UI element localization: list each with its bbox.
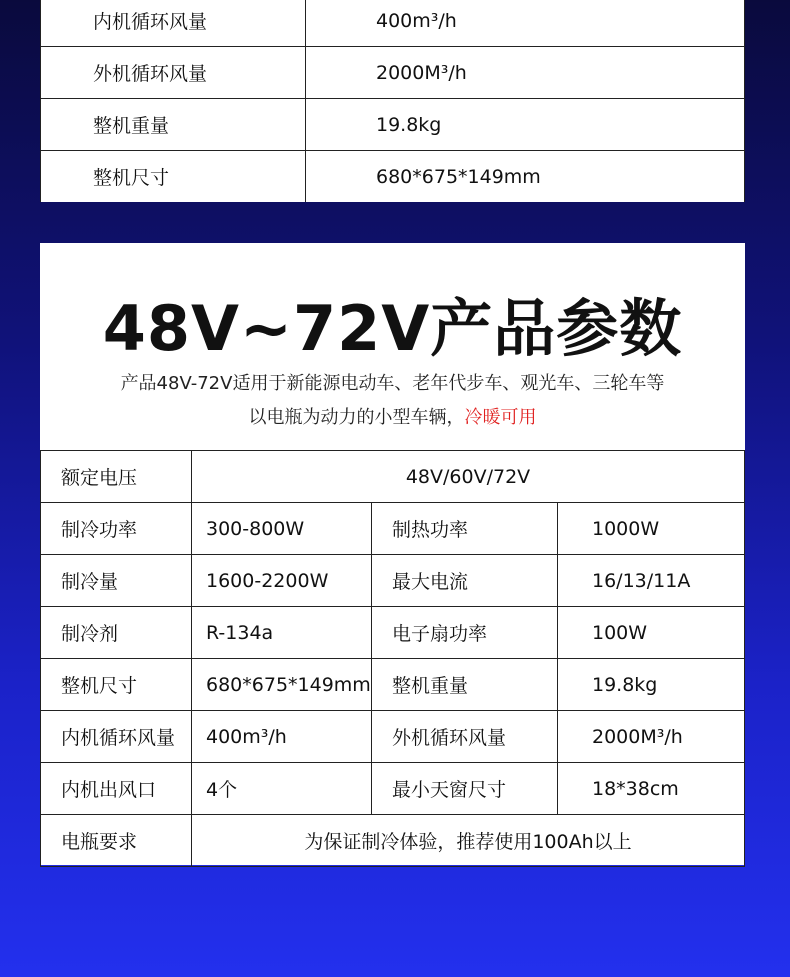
top-spec-card	[40, 0, 745, 202]
description-line-1: 产品48V-72V适用于新能源电动车、老年代步车、观光车、三轮车等	[120, 373, 665, 394]
table-row	[41, 0, 745, 47]
spec-label: 外机循环风量	[372, 711, 558, 763]
spec-value: 为保证制冷体验，推荐使用100Ah以上	[192, 815, 745, 867]
spec-value: 2000M³/h	[558, 711, 745, 763]
highlight-text: 冷暖可用	[464, 407, 537, 428]
spec-label: 最小天窗尺寸	[372, 763, 558, 815]
spec-value: 680*675*149mm	[306, 151, 745, 203]
spec-label: 电瓶要求	[41, 815, 192, 867]
spec-value: 680*675*149mm	[192, 659, 372, 711]
spec-table	[40, 450, 745, 867]
spec-value: R-134a	[192, 607, 372, 659]
product-spec-card	[40, 243, 745, 865]
spec-label: 电子扇功率	[372, 607, 558, 659]
spec-label: 内机循环风量	[41, 711, 192, 763]
spec-value: 19.8kg	[306, 99, 745, 151]
table-row	[41, 451, 745, 503]
spec-value: 48V/60V/72V	[192, 451, 745, 503]
spec-value: 19.8kg	[558, 659, 745, 711]
spec-label: 整机尺寸	[41, 151, 306, 203]
spec-label: 制冷剂	[41, 607, 192, 659]
table-row	[41, 151, 745, 203]
spec-value: 4个	[192, 763, 372, 815]
description-text: 以电瓶为动力的小型车辆，	[248, 407, 465, 428]
table-row	[41, 555, 745, 607]
spec-label: 制冷量	[41, 555, 192, 607]
spec-label: 内机出风口	[41, 763, 192, 815]
spec-value: 18*38cm	[558, 763, 745, 815]
spec-value: 400m³/h	[192, 711, 372, 763]
spec-label: 制热功率	[372, 503, 558, 555]
table-row	[41, 711, 745, 763]
top-spec-table	[40, 0, 745, 202]
table-row	[41, 815, 745, 867]
spec-value: 1000W	[558, 503, 745, 555]
spec-label: 整机尺寸	[41, 659, 192, 711]
spec-label: 制冷功率	[41, 503, 192, 555]
table-row	[41, 47, 745, 99]
description-line-2	[40, 403, 745, 429]
table-row	[41, 763, 745, 815]
spec-value: 1600-2200W	[192, 555, 372, 607]
spec-label: 外机循环风量	[41, 47, 306, 99]
page-title: 48V~72V产品参数	[102, 292, 683, 365]
table-row	[41, 99, 745, 151]
spec-label: 最大电流	[372, 555, 558, 607]
spec-label: 整机重量	[372, 659, 558, 711]
table-row	[41, 607, 745, 659]
spec-label: 内机循环风量	[41, 0, 306, 47]
spec-value: 16/13/11A	[558, 555, 745, 607]
table-row	[41, 659, 745, 711]
table-row	[41, 503, 745, 555]
spec-value: 300-800W	[192, 503, 372, 555]
spec-label: 额定电压	[41, 451, 192, 503]
spec-value: 100W	[558, 607, 745, 659]
spec-label: 整机重量	[41, 99, 306, 151]
spec-value: 400m³/h	[306, 0, 745, 47]
spec-value: 2000M³/h	[306, 47, 745, 99]
